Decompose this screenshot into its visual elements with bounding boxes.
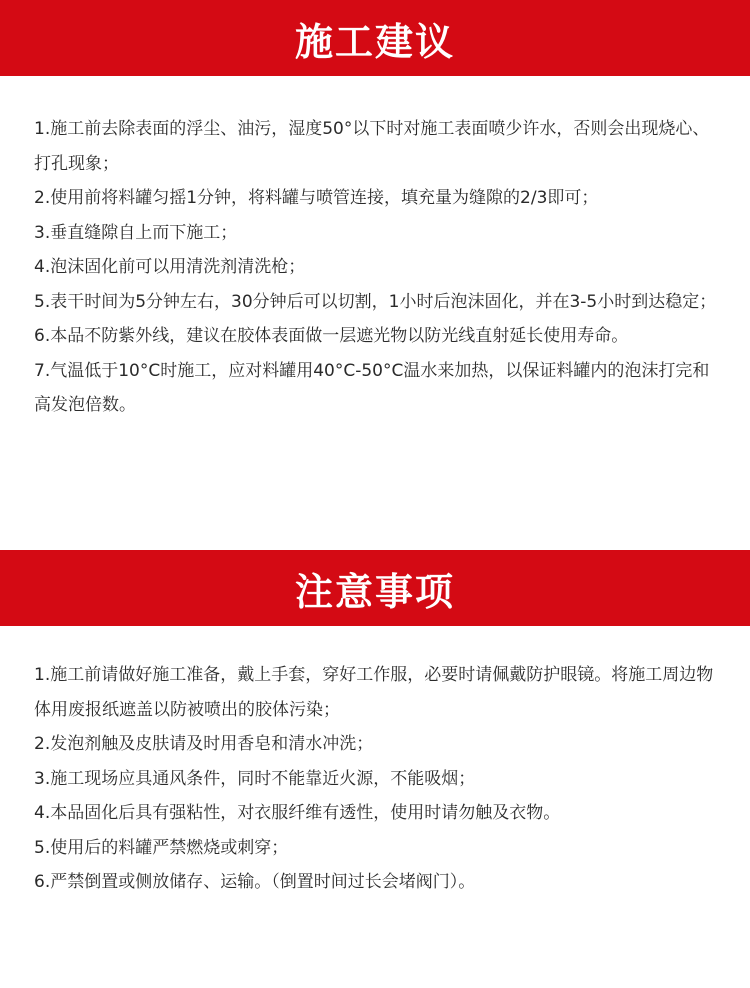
list-item: 4.本品固化后具有强粘性，对衣服纤维有透性，使用时请勿触及衣物。 bbox=[34, 803, 561, 823]
list-item: 5.使用后的料罐严禁燃烧或刺穿； bbox=[34, 837, 289, 858]
list-item: 5.表干时间为5分钟左右，30分钟后可以切割，1小时后泡沫固化，并在3-5小时到达稳定； bbox=[34, 291, 717, 312]
list-item: 6.严禁倒置或侧放储存、运输。（倒置时间过长会堵阀门）。 bbox=[34, 872, 476, 892]
construction-banner bbox=[0, 0, 750, 76]
list-item: 3.垂直缝隙自上而下施工； bbox=[34, 222, 238, 243]
list-item: 2.发泡剂触及皮肤请及时用香皂和清水冲洗； bbox=[34, 734, 374, 754]
precautions-title: 注意事项 bbox=[294, 569, 455, 614]
list-item: 6.本品不防紫外线，建议在胶体表面做一层遮光物以防光线直射延长使用寿命。 bbox=[34, 326, 629, 346]
list-item: 4.泡沫固化前可以用清洗剂清洗枪； bbox=[34, 257, 306, 277]
precautions-banner bbox=[0, 550, 750, 626]
list-item: 1.施工前去除表面的浮尘、油污，湿度50°以下时对施工表面喷少许水，否则会出现烧心、打孔现象； bbox=[34, 119, 710, 174]
construction-list bbox=[34, 112, 720, 423]
list-item: 7.气温低于10°C时施工，应对料罐用40°C-50°C温水来加热，以保证料罐内的泡沫打完和高发泡倍数。 bbox=[34, 360, 710, 415]
list-item: 2.使用前将料罐匀摇1分钟，将料罐与喷管连接，填充量为缝隙的2/3即可； bbox=[34, 188, 599, 208]
precautions-list bbox=[34, 658, 720, 900]
construction-title: 施工建议 bbox=[294, 19, 455, 64]
list-item: 1.施工前请做好施工准备，戴上手套，穿好工作服，必要时请佩戴防护眼镜。将施工周边物体用废报纸遮盖以防被喷出的胶体污染； bbox=[34, 665, 714, 720]
list-item: 3.施工现场应具通风条件，同时不能靠近火源，不能吸烟； bbox=[34, 768, 476, 789]
